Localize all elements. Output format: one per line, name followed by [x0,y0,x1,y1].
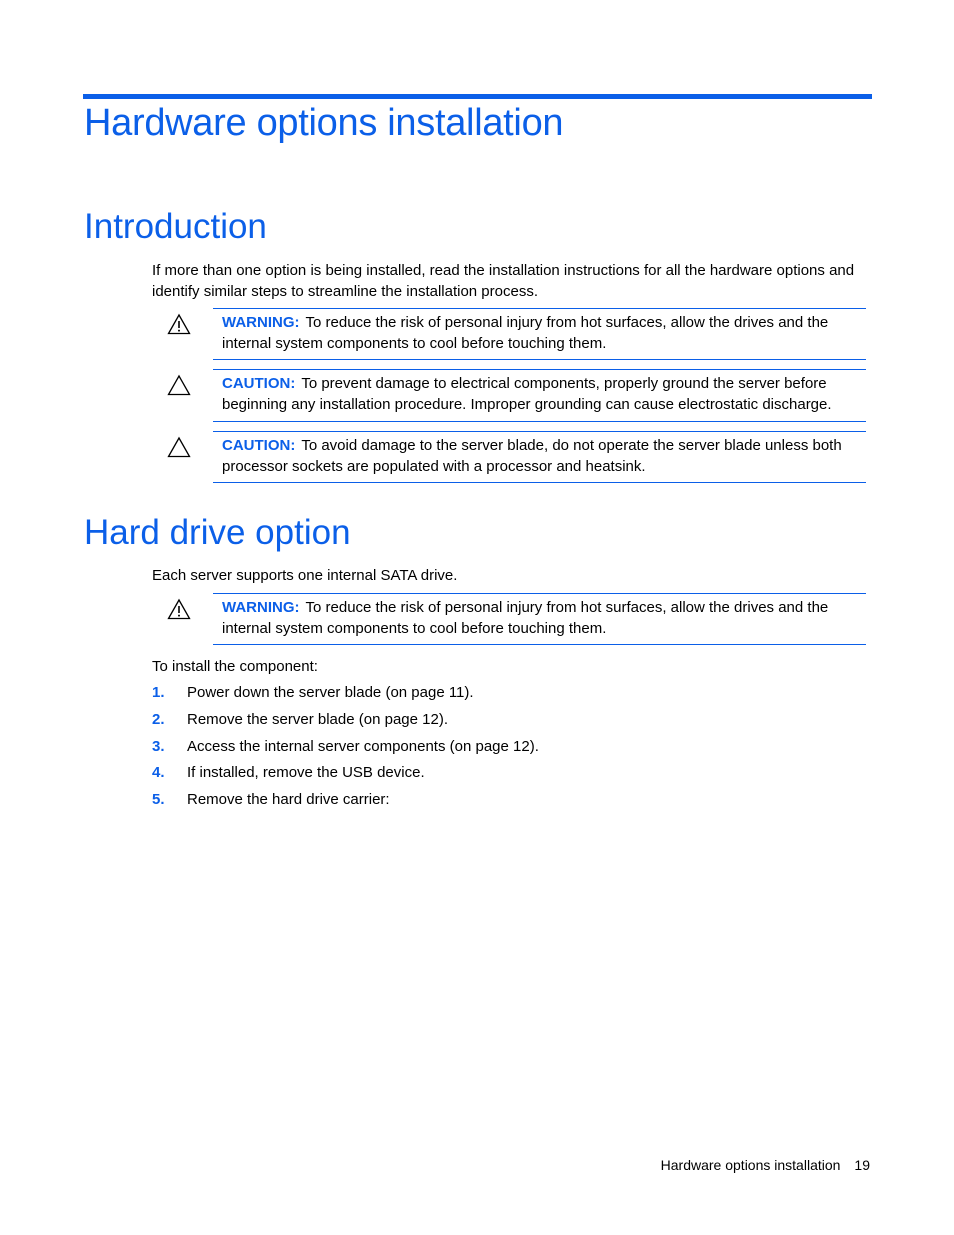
step-number: 5. [152,791,165,809]
step-text: Power down the server blade (on page 11). [187,684,474,701]
step-text: Access the internal server components (on page 12). [187,737,539,755]
warning-triangle-icon [167,598,191,620]
page-number: 19 [854,1157,870,1173]
list-item [152,763,539,790]
caution-notice [213,431,866,483]
footer-section-title: Hardware options installation [660,1157,841,1173]
warning-notice [213,308,866,360]
list-item [152,737,539,764]
list-item [152,790,539,817]
caution-notice [213,369,866,422]
notice-text: To reduce the risk of personal injury from hot surfaces, allow the drives and the internal system components to cool before touching them. [222,314,829,352]
install-intro: To install the component: [152,658,318,675]
install-steps-list [152,683,539,817]
step-number: 1. [152,684,165,701]
chapter-title: Hardware options installation [84,102,564,144]
notice-label: WARNING: [222,599,300,616]
warning-notice [213,593,866,645]
step-text: If installed, remove the USB device. [187,764,425,782]
step-number: 4. [152,764,165,782]
step-number: 3. [152,737,165,755]
notice-text: To reduce the risk of personal injury from hot surfaces, allow the drives and the internal system components to cool before touching them. [222,599,829,637]
list-item [152,683,539,710]
chapter-rule [83,94,872,99]
caution-triangle-icon [167,436,191,458]
caution-triangle-icon [167,374,191,396]
step-text: Remove the server blade (on page 12). [187,710,448,728]
notice-text: To avoid damage to the server blade, do not operate the server blade unless both processor sockets are populated with a processor and heatsink. [222,437,842,475]
page-footer [560,1157,870,1173]
notice-text: To prevent damage to electrical components, properly ground the server before beginning any installation procedure. Improper grounding can cause electrostatic discharge. [222,375,832,413]
notice-label: WARNING: [222,314,300,331]
section-heading-hard-drive: Hard drive option [84,513,351,552]
hard-drive-paragraph: Each server supports one internal SATA drive. [152,567,458,584]
warning-triangle-icon [167,313,191,335]
notice-label: CAUTION: [222,437,296,454]
step-text: Remove the hard drive carrier: [187,791,390,809]
intro-paragraph: If more than one option is being installed, read the installation instructions for all the hardware options and identify similar steps to streamline the installation process. [152,262,855,300]
step-number: 2. [152,710,165,728]
list-item [152,710,539,737]
section-heading-introduction: Introduction [84,207,267,246]
notice-label: CAUTION: [222,375,296,392]
